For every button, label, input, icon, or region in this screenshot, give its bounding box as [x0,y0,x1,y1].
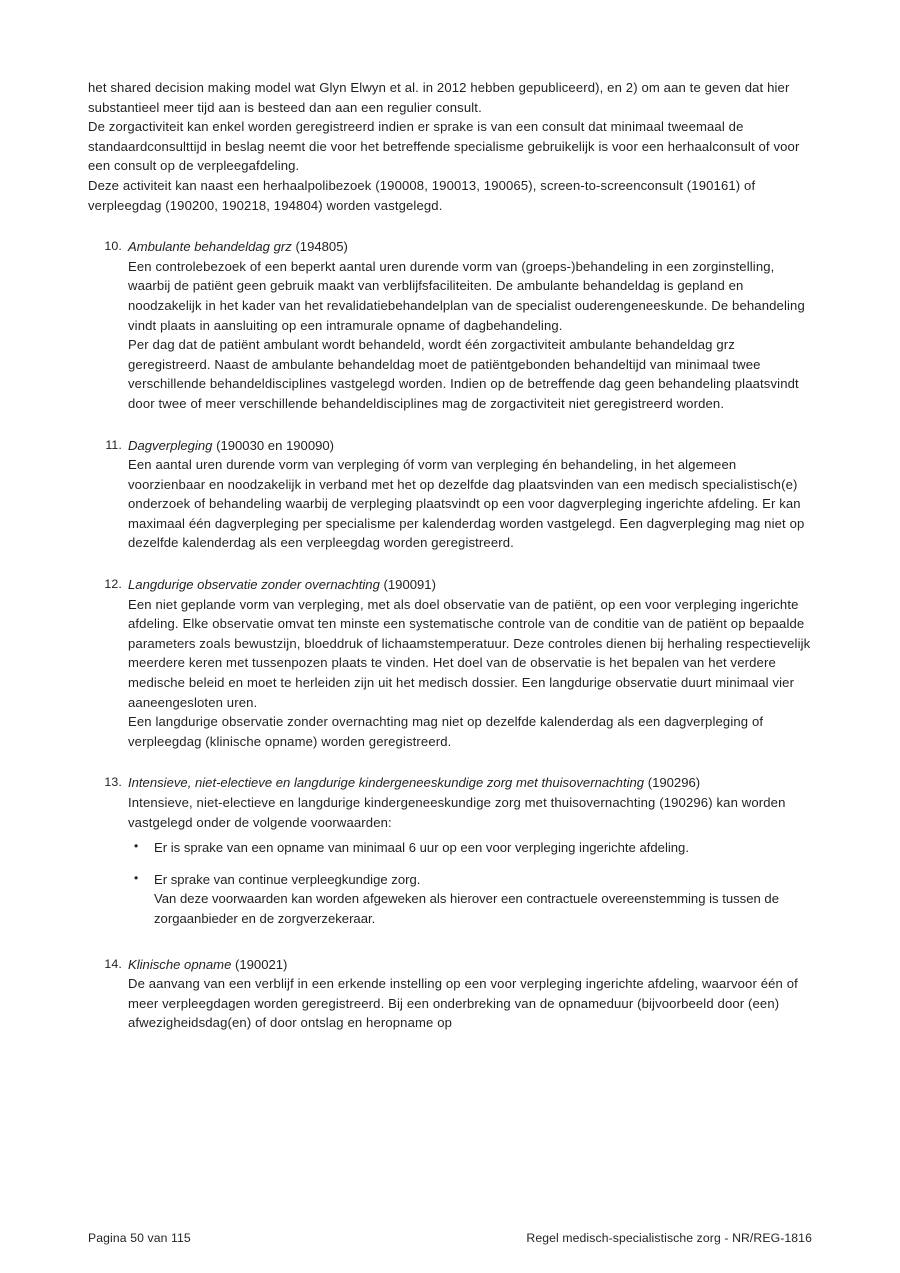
list-item-paragraph: Intensieve, niet-electieve en langdurige kindergeneeskundige zorg met thuisovernachting (190296) kan worden vastgelegd onder de volgende voorwaarden: [128,795,786,830]
list-item-title: Langdurige observatie zonder overnachting [128,577,380,593]
list-item [88,955,812,1033]
footer-page-number: Pagina 50 van 115 [88,1231,191,1245]
list-item-heading [128,773,812,793]
list-item-paragraph: Per dag dat de patiënt ambulant wordt behandeld, wordt één zorgactiviteit ambulante behandeldag grz geregistreerd. Naast de ambulante behandeldag moet de patiëntgebonden behandeltijd van minimaal twee verschillende behandeldisciplines vastgelegd worden. Indien op de betreffende dag geen behandeling plaatsvindt door twee of meer verschillende behandeldisciplines mag de zorgactiviteit niet geregistreerd worden. [128,337,799,411]
list-item-paragraph: Een aantal uren durende vorm van verpleging óf vorm van verpleging én behandeling, in het algemeen voorzienbaar en noodzakelijk in verband met het op dezelfde dag plaatsvinden van een medisch specialistisch(e) onderzoek of behandeling waarbij de verpleging plaatsvindt op een voor dagverpleging ingerichte afdeling. Er kan maximaal één dagverpleging per specialisme per kalenderdag worden vastgelegd. Een dagverpleging mag niet op dezelfde kalenderdag als een verpleegdag worden geregistreerd. [128,457,805,551]
list-item [88,773,812,928]
intro-paragraph-1: het shared decision making model wat Glyn Elwyn et al. in 2012 hebben gepubliceerd), en 2) om aan te geven dat hier substantieel meer tijd aan is besteed dan aan een regulier consult. [88,80,790,115]
intro-paragraph-2: De zorgactiviteit kan enkel worden geregistreerd indien er sprake is van een consult dat minimaal tweemaal de standaardconsulttijd in beslag neemt die voor het betreffende specialisme gebruikelijk is voor een herhaalconsult of voor een consult op de verpleegafdeling. [88,119,800,174]
list-item [88,575,812,751]
bullet-text: Er sprake van continue verpleegkundige zorg. [154,871,421,887]
page-footer [88,1231,812,1245]
list-item-number: 11. [105,437,122,452]
list-item-bullet [128,838,812,858]
list-item-heading [128,237,812,257]
list-item [88,436,812,554]
list-item-number: 13. [104,775,122,790]
bullet-text: Er is sprake van een opname van minimaal 6 uur op een voor verpleging ingerichte afdeling. [154,840,689,856]
list-item-code: (190091) [383,577,436,593]
list-item-paragraph: De aanvang van een verblijf in een erkende instelling op een voor verpleging ingerichte afdeling, waarvoor één of meer verpleegdagen worden geregistreerd. Bij een onderbreking van de opnameduur (bijvoorbeeld door (een) afwezigheidsdag(en) of door ontslag en heropname op [128,976,798,1031]
list-item-number: 10. [104,239,122,254]
list-item-heading [128,955,812,975]
list-item-code: (190296) [647,775,701,791]
list-item-paragraph: Een langdurige observatie zonder overnachting mag niet op dezelfde kalenderdag als een dagverpleging of verpleegdag (klinische opname) worden geregistreerd. [128,714,764,749]
list-item-heading [128,575,812,595]
bullet-subtext: Van deze voorwaarden kan worden afgeweken als hierover een contractuele overeenstemming is tussen de zorgaanbieder en de zorgverzekeraar. [154,891,779,926]
intro-paragraph-3: Deze activiteit kan naast een herhaalpolibezoek (190008, 190013, 190065), screen-to-screenconsult (190161) of verpleegdag (190200, 190218, 194804) worden vastgelegd. [88,177,756,213]
list-item-title: Ambulante behandeldag grz [128,239,292,255]
list-item-number: 14. [104,956,122,971]
list-item-paragraph: Een controlebezoek of een beperkt aantal uren durende vorm van (groeps-)behandeling in een zorginstelling, waarbij de patiënt geen gebruik maakt van verblijfsfaciliteiten. De ambulante behandeldag is gepland en noodzakelijk in het kader van het revalidatiebehandelplan van de specialist ouderengeneeskunde. De behandeling vindt plaats in aansluiting op een intramurale opname of dagbehandeling. [128,258,805,333]
footer-document-label: Regel medisch-specialistische zorg - NR/REG-1816 [526,1231,812,1245]
bullet-list [128,838,812,928]
list-item [88,237,812,413]
list-item-code: (194805) [295,239,348,255]
list-item-title: Dagverpleging [128,437,213,453]
list-item-paragraph: Een niet geplande vorm van verpleging, met als doel observatie van de patiënt, op een voor verpleging ingerichte afdeling. Elke observatie omvat ten minste een systematische controle van de conditie van de patiënt op bepaalde parameters zoals bewustzijn, bloeddruk of lichaamstemperatuur. Deze controles dienen bij herhaling respectievelijk meerdere keren met tussenpozen plaats te vinden. Het doel van de observatie is het bepalen van het verdere medische beleid en moet te herleiden zijn uit het medisch dossier. Een langdurige observatie duurt minimaal vier aaneengesloten uren. [128,596,811,710]
list-item-code: (190030 en 190090) [216,437,335,453]
list-item-number: 12. [104,577,122,592]
list-item-heading [128,436,812,456]
list-item-title: Intensieve, niet-electieve en langdurige kindergeneeskundige zorg met thuisovernachting [128,775,645,791]
list-item-bullet [128,870,812,929]
list-item-code: (190021) [235,956,288,972]
list-item-title: Klinische opname [128,956,232,972]
intro-block [88,78,812,215]
